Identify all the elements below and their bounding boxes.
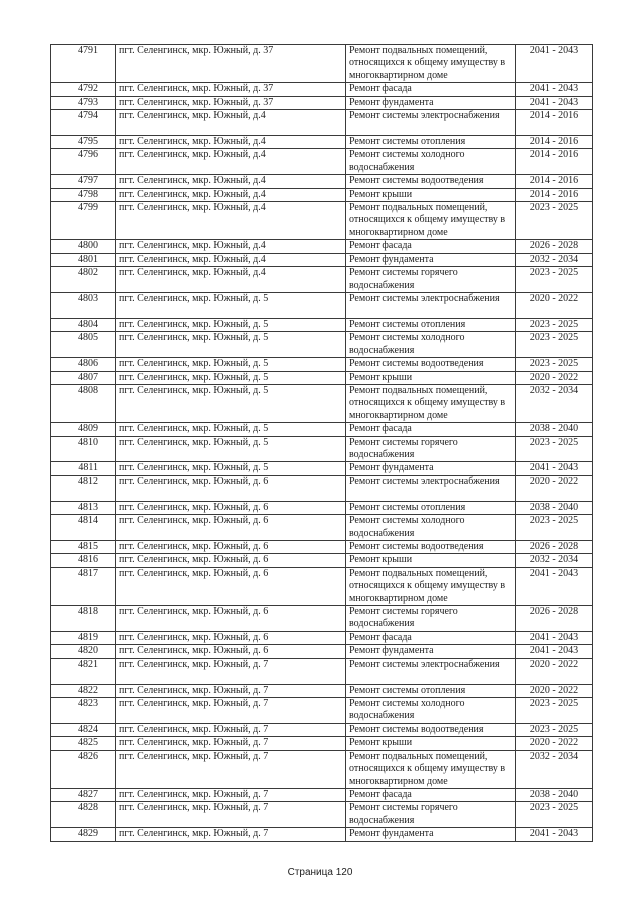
period-cell: 2026 - 2028 [516, 240, 593, 253]
row-number-cell: 4792 [51, 83, 116, 96]
address-cell: пгт. Селенгинск, мкр. Южный, д.4 [116, 136, 346, 149]
work-type-cell: Ремонт системы горячего водоснабжения [346, 606, 516, 632]
row-number-cell: 4795 [51, 136, 116, 149]
address-cell: пгт. Селенгинск, мкр. Южный, д. 7 [116, 723, 346, 736]
work-type-cell: Ремонт системы горячего водоснабжения [346, 802, 516, 828]
table-row [51, 332, 593, 358]
work-type-cell: Ремонт подвальных помещений, относящихся к общему имуществу в многоквартирном доме [346, 384, 516, 422]
period-cell: 2032 - 2034 [516, 253, 593, 266]
row-number-cell: 4811 [51, 462, 116, 475]
row-number-cell: 4818 [51, 606, 116, 632]
row-number-cell: 4801 [51, 253, 116, 266]
work-type-cell: Ремонт крыши [346, 188, 516, 201]
period-cell: 2023 - 2025 [516, 202, 593, 240]
address-cell: пгт. Селенгинск, мкр. Южный, д. 6 [116, 631, 346, 644]
address-cell: пгт. Селенгинск, мкр. Южный, д. 6 [116, 515, 346, 541]
table-row [51, 606, 593, 632]
row-number-cell: 4791 [51, 45, 116, 83]
period-cell: 2038 - 2040 [516, 423, 593, 436]
period-cell: 2023 - 2025 [516, 436, 593, 462]
period-cell: 2020 - 2022 [516, 658, 593, 684]
period-cell: 2032 - 2034 [516, 384, 593, 422]
address-cell: пгт. Селенгинск, мкр. Южный, д. 5 [116, 462, 346, 475]
address-cell: пгт. Селенгинск, мкр. Южный, д. 5 [116, 436, 346, 462]
work-type-cell: Ремонт системы водоотведения [346, 175, 516, 188]
address-cell: пгт. Селенгинск, мкр. Южный, д.4 [116, 110, 346, 136]
work-type-cell: Ремонт системы отопления [346, 501, 516, 514]
row-number-cell: 4805 [51, 332, 116, 358]
work-type-cell: Ремонт системы электроснабжения [346, 292, 516, 318]
table-row [51, 423, 593, 436]
address-cell: пгт. Селенгинск, мкр. Южный, д. 7 [116, 750, 346, 788]
work-type-cell: Ремонт подвальных помещений, относящихся к общему имуществу в многоквартирном доме [346, 750, 516, 788]
table-row [51, 737, 593, 750]
period-cell: 2020 - 2022 [516, 684, 593, 697]
table-row [51, 96, 593, 109]
row-number-cell: 4796 [51, 149, 116, 175]
work-type-cell: Ремонт системы отопления [346, 684, 516, 697]
address-cell: пгт. Селенгинск, мкр. Южный, д. 7 [116, 737, 346, 750]
work-type-cell: Ремонт системы холодного водоснабжения [346, 698, 516, 724]
capital-repair-table [50, 44, 593, 842]
table-row [51, 371, 593, 384]
table-row [51, 631, 593, 644]
address-cell: пгт. Селенгинск, мкр. Южный, д. 5 [116, 292, 346, 318]
period-cell: 2020 - 2022 [516, 371, 593, 384]
address-cell: пгт. Селенгинск, мкр. Южный, д. 5 [116, 423, 346, 436]
work-type-cell: Ремонт фасада [346, 83, 516, 96]
address-cell: пгт. Селенгинск, мкр. Южный, д. 6 [116, 541, 346, 554]
address-cell: пгт. Селенгинск, мкр. Южный, д.4 [116, 188, 346, 201]
table-row [51, 788, 593, 801]
address-cell: пгт. Селенгинск, мкр. Южный, д.4 [116, 175, 346, 188]
address-cell: пгт. Селенгинск, мкр. Южный, д. 5 [116, 332, 346, 358]
address-cell: пгт. Селенгинск, мкр. Южный, д. 6 [116, 554, 346, 567]
work-type-cell: Ремонт системы водоотведения [346, 723, 516, 736]
row-number-cell: 4798 [51, 188, 116, 201]
table-row [51, 267, 593, 293]
row-number-cell: 4793 [51, 96, 116, 109]
row-number-cell: 4803 [51, 292, 116, 318]
table-row [51, 110, 593, 136]
row-number-cell: 4800 [51, 240, 116, 253]
row-number-cell: 4808 [51, 384, 116, 422]
table-row [51, 501, 593, 514]
work-type-cell: Ремонт фундамента [346, 96, 516, 109]
row-number-cell: 4825 [51, 737, 116, 750]
row-number-cell: 4826 [51, 750, 116, 788]
period-cell: 2020 - 2022 [516, 475, 593, 501]
row-number-cell: 4799 [51, 202, 116, 240]
table-row [51, 462, 593, 475]
table-row [51, 175, 593, 188]
work-type-cell: Ремонт системы холодного водоснабжения [346, 149, 516, 175]
work-type-cell: Ремонт системы отопления [346, 318, 516, 331]
period-cell: 2032 - 2034 [516, 554, 593, 567]
work-type-cell: Ремонт фундамента [346, 828, 516, 841]
table-row [51, 240, 593, 253]
period-cell: 2023 - 2025 [516, 723, 593, 736]
row-number-cell: 4810 [51, 436, 116, 462]
period-cell: 2023 - 2025 [516, 515, 593, 541]
row-number-cell: 4812 [51, 475, 116, 501]
address-cell: пгт. Селенгинск, мкр. Южный, д.4 [116, 253, 346, 266]
period-cell: 2026 - 2028 [516, 541, 593, 554]
period-cell: 2014 - 2016 [516, 188, 593, 201]
table-row [51, 149, 593, 175]
address-cell: пгт. Селенгинск, мкр. Южный, д. 7 [116, 828, 346, 841]
row-number-cell: 4817 [51, 567, 116, 605]
work-type-cell: Ремонт системы горячего водоснабжения [346, 267, 516, 293]
period-cell: 2038 - 2040 [516, 788, 593, 801]
row-number-cell: 4797 [51, 175, 116, 188]
table-row [51, 554, 593, 567]
table-row [51, 723, 593, 736]
table-row [51, 202, 593, 240]
work-type-cell: Ремонт системы электроснабжения [346, 110, 516, 136]
work-type-cell: Ремонт крыши [346, 737, 516, 750]
period-cell: 2041 - 2043 [516, 96, 593, 109]
table-row [51, 698, 593, 724]
period-cell: 2023 - 2025 [516, 267, 593, 293]
table-row [51, 750, 593, 788]
work-type-cell: Ремонт фасада [346, 423, 516, 436]
address-cell: пгт. Селенгинск, мкр. Южный, д. 7 [116, 788, 346, 801]
work-type-cell: Ремонт системы водоотведения [346, 541, 516, 554]
row-number-cell: 4821 [51, 658, 116, 684]
table-row [51, 658, 593, 684]
address-cell: пгт. Селенгинск, мкр. Южный, д. 7 [116, 802, 346, 828]
work-type-cell: Ремонт фасада [346, 631, 516, 644]
table-row [51, 515, 593, 541]
row-number-cell: 4829 [51, 828, 116, 841]
table-row [51, 45, 593, 83]
work-type-cell: Ремонт системы электроснабжения [346, 475, 516, 501]
table-row [51, 136, 593, 149]
address-cell: пгт. Селенгинск, мкр. Южный, д. 5 [116, 358, 346, 371]
period-cell: 2023 - 2025 [516, 318, 593, 331]
address-cell: пгт. Селенгинск, мкр. Южный, д.4 [116, 240, 346, 253]
row-number-cell: 4813 [51, 501, 116, 514]
table-row [51, 253, 593, 266]
table-row [51, 83, 593, 96]
row-number-cell: 4819 [51, 631, 116, 644]
row-number-cell: 4802 [51, 267, 116, 293]
address-cell: пгт. Селенгинск, мкр. Южный, д. 6 [116, 645, 346, 658]
table-row [51, 436, 593, 462]
page-number: Страница 120 [287, 867, 353, 878]
work-type-cell: Ремонт подвальных помещений, относящихся к общему имуществу в многоквартирном доме [346, 567, 516, 605]
address-cell: пгт. Селенгинск, мкр. Южный, д.4 [116, 267, 346, 293]
address-cell: пгт. Селенгинск, мкр. Южный, д. 6 [116, 567, 346, 605]
work-type-cell: Ремонт системы холодного водоснабжения [346, 332, 516, 358]
address-cell: пгт. Селенгинск, мкр. Южный, д. 5 [116, 318, 346, 331]
address-cell: пгт. Селенгинск, мкр. Южный, д. 6 [116, 501, 346, 514]
table-row [51, 684, 593, 697]
table-row [51, 541, 593, 554]
address-cell: пгт. Селенгинск, мкр. Южный, д.4 [116, 149, 346, 175]
row-number-cell: 4828 [51, 802, 116, 828]
row-number-cell: 4827 [51, 788, 116, 801]
period-cell: 2041 - 2043 [516, 645, 593, 658]
work-type-cell: Ремонт фасада [346, 788, 516, 801]
address-cell: пгт. Селенгинск, мкр. Южный, д. 5 [116, 384, 346, 422]
period-cell: 2023 - 2025 [516, 332, 593, 358]
period-cell: 2014 - 2016 [516, 110, 593, 136]
address-cell: пгт. Селенгинск, мкр. Южный, д. 37 [116, 96, 346, 109]
row-number-cell: 4815 [51, 541, 116, 554]
period-cell: 2041 - 2043 [516, 631, 593, 644]
period-cell: 2041 - 2043 [516, 45, 593, 83]
period-cell: 2023 - 2025 [516, 802, 593, 828]
row-number-cell: 4806 [51, 358, 116, 371]
table-row [51, 188, 593, 201]
work-type-cell: Ремонт системы холодного водоснабжения [346, 515, 516, 541]
row-number-cell: 4822 [51, 684, 116, 697]
address-cell: пгт. Селенгинск, мкр. Южный, д. 6 [116, 606, 346, 632]
row-number-cell: 4823 [51, 698, 116, 724]
work-type-cell: Ремонт фасада [346, 240, 516, 253]
address-cell: пгт. Селенгинск, мкр. Южный, д. 37 [116, 45, 346, 83]
period-cell: 2014 - 2016 [516, 149, 593, 175]
table-row [51, 384, 593, 422]
period-cell: 2014 - 2016 [516, 136, 593, 149]
row-number-cell: 4807 [51, 371, 116, 384]
work-type-cell: Ремонт крыши [346, 554, 516, 567]
period-cell: 2032 - 2034 [516, 750, 593, 788]
period-cell: 2020 - 2022 [516, 292, 593, 318]
address-cell: пгт. Селенгинск, мкр. Южный, д.4 [116, 202, 346, 240]
work-type-cell: Ремонт системы отопления [346, 136, 516, 149]
period-cell: 2041 - 2043 [516, 567, 593, 605]
table-row [51, 802, 593, 828]
work-type-cell: Ремонт системы водоотведения [346, 358, 516, 371]
address-cell: пгт. Селенгинск, мкр. Южный, д. 7 [116, 698, 346, 724]
address-cell: пгт. Селенгинск, мкр. Южный, д. 7 [116, 658, 346, 684]
period-cell: 2038 - 2040 [516, 501, 593, 514]
address-cell: пгт. Селенгинск, мкр. Южный, д. 5 [116, 371, 346, 384]
work-type-cell: Ремонт системы горячего водоснабжения [346, 436, 516, 462]
table-row [51, 567, 593, 605]
row-number-cell: 4816 [51, 554, 116, 567]
row-number-cell: 4794 [51, 110, 116, 136]
address-cell: пгт. Селенгинск, мкр. Южный, д. 6 [116, 475, 346, 501]
table-row [51, 828, 593, 841]
table-row [51, 318, 593, 331]
row-number-cell: 4809 [51, 423, 116, 436]
table-body [51, 45, 593, 842]
period-cell: 2023 - 2025 [516, 698, 593, 724]
row-number-cell: 4814 [51, 515, 116, 541]
period-cell: 2041 - 2043 [516, 462, 593, 475]
period-cell: 2041 - 2043 [516, 828, 593, 841]
row-number-cell: 4820 [51, 645, 116, 658]
work-type-cell: Ремонт фундамента [346, 462, 516, 475]
address-cell: пгт. Селенгинск, мкр. Южный, д. 7 [116, 684, 346, 697]
period-cell: 2026 - 2028 [516, 606, 593, 632]
period-cell: 2020 - 2022 [516, 737, 593, 750]
table-row [51, 475, 593, 501]
work-type-cell: Ремонт фундамента [346, 253, 516, 266]
work-type-cell: Ремонт фундамента [346, 645, 516, 658]
table-row [51, 358, 593, 371]
work-type-cell: Ремонт подвальных помещений, относящихся к общему имуществу в многоквартирном доме [346, 45, 516, 83]
work-type-cell: Ремонт крыши [346, 371, 516, 384]
work-type-cell: Ремонт подвальных помещений, относящихся к общему имуществу в многоквартирном доме [346, 202, 516, 240]
table-row [51, 292, 593, 318]
period-cell: 2041 - 2043 [516, 83, 593, 96]
work-type-cell: Ремонт системы электроснабжения [346, 658, 516, 684]
address-cell: пгт. Селенгинск, мкр. Южный, д. 37 [116, 83, 346, 96]
row-number-cell: 4804 [51, 318, 116, 331]
period-cell: 2023 - 2025 [516, 358, 593, 371]
table-row [51, 645, 593, 658]
row-number-cell: 4824 [51, 723, 116, 736]
period-cell: 2014 - 2016 [516, 175, 593, 188]
